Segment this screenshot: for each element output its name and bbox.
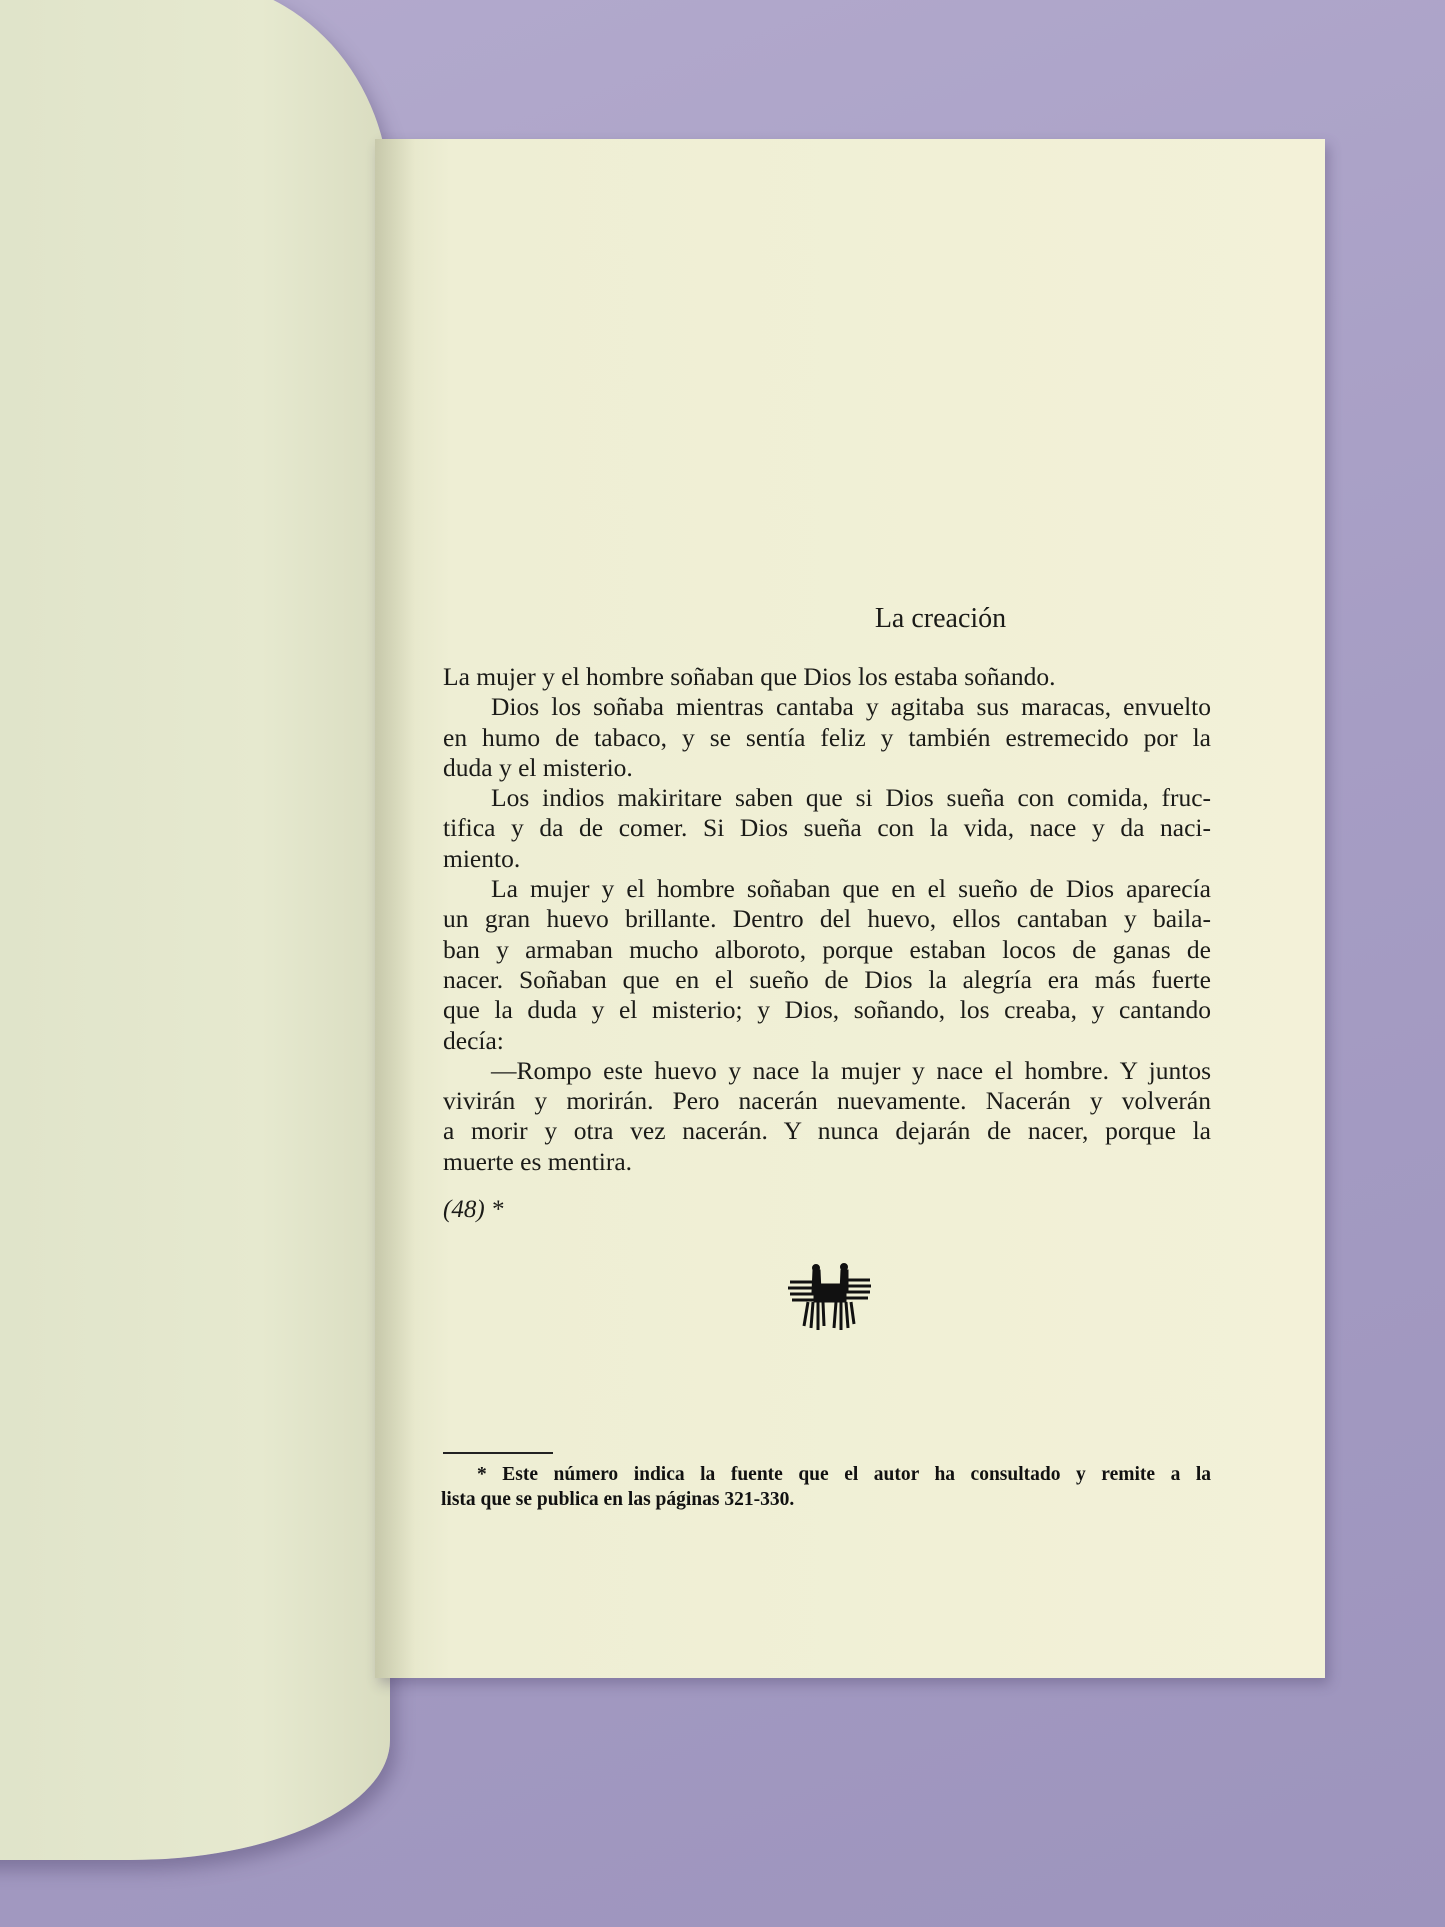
text-line: a morir y otra vez nacerán. Y nunca dejarán de nacer, porque la [443,1116,1211,1146]
left-page [0,0,390,1860]
text-line: un gran huevo brillante. Dentro del huevo, ellos cantaban y baila- [443,904,1211,934]
source-reference: (48) * [443,1196,504,1223]
text-line: ban y armaban mucho alboroto, porque estaban locos de ganas de [443,934,1211,964]
footnote [441,1462,1211,1512]
body-text [443,662,1211,1177]
text-line: en humo de tabaco, y se sentía feliz y también estremecido por la [443,722,1211,752]
footnote-line: lista que se publica en las páginas 321-330. [441,1489,795,1510]
text-line: que la duda y el misterio; y Dios, soñando, los creaba, y cantando [443,995,1211,1025]
footnote-line: * Este número indica la fuente que el autor ha consultado y remite a la [477,1464,1211,1485]
bird-ornament-icon [786,1262,872,1332]
text-line: —Rompo este huevo y nace la mujer y nace el hombre. Y juntos [491,1055,1211,1085]
footnote-rule [443,1452,553,1454]
text-line: tifica y da de comer. Si Dios sueña con la vida, nace y da naci- [443,813,1211,843]
text-line: Los indios makiritare saben que si Dios sueña con comida, fruc- [491,783,1211,813]
text-line: Dios los soñaba mientras cantaba y agitaba sus maracas, envuelto [491,692,1211,722]
chapter-title: La creación [874,603,1007,634]
text-line: La mujer y el hombre soñaban que en el sueño de Dios aparecía [491,874,1211,904]
text-line: miento. [443,843,521,873]
chapter-title-wrap [0,603,1445,635]
spine-shadow [375,139,415,1678]
text-line: muerte es mentira. [443,1146,633,1176]
text-line: vivirán y morirán. Pero nacerán nuevamente. Nacerán y volverán [443,1086,1211,1116]
text-line: duda y el misterio. [443,752,633,782]
text-line: nacer. Soñaban que en el sueño de Dios la alegría era más fuerte [443,964,1211,994]
text-line: La mujer y el hombre soñaban que Dios los estaba soñando. [443,662,1056,691]
text-line: decía: [443,1025,504,1055]
